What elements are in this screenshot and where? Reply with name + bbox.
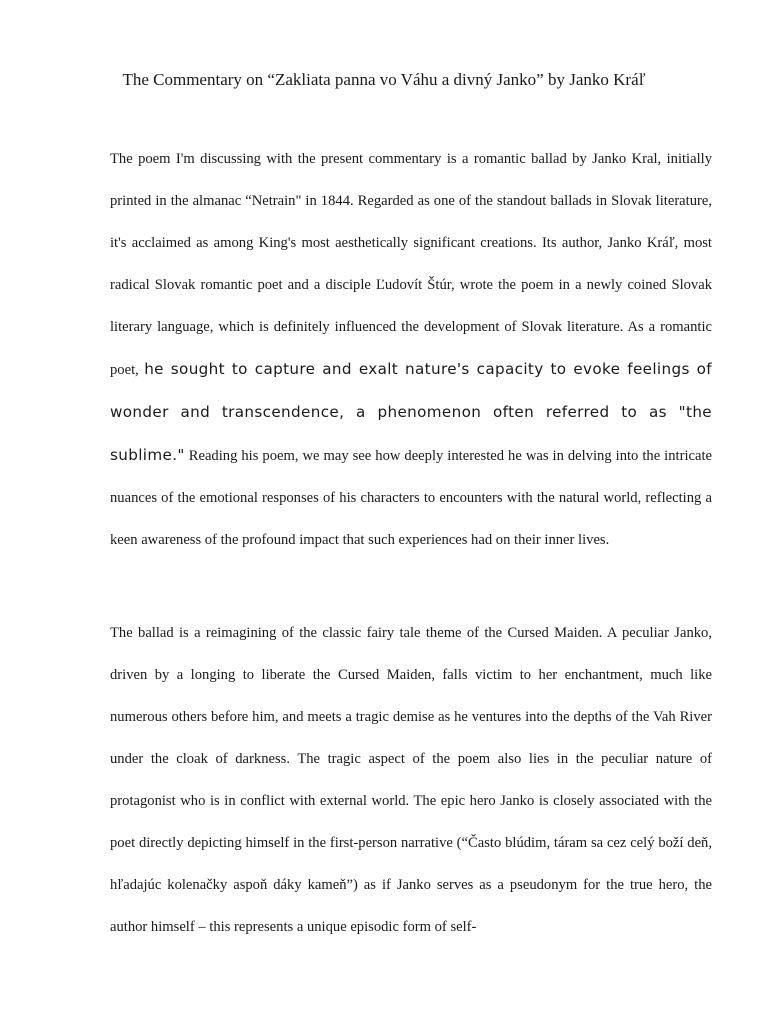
document-title: The Commentary on “Zakliata panna vo Váhu a divný Janko” by Janko Kráľ — [122, 70, 646, 89]
paragraph-1-text-end: Reading his poem, we may see how deeply interested he was in delving into the intricate nuances of the emotional responses of his characters to encounters with the natural world, reflecting a keen awareness of the profound impact that such experiences had on their inner lives. — [110, 448, 712, 548]
paragraph-1 — [110, 138, 712, 561]
paragraph-2: The ballad is a reimagining of the classic fairy tale theme of the Cursed Maiden. A peculiar Janko, driven by a longing to liberate the Cursed Maiden, falls victim to her enchantment, much like numerous others before him, and meets a tragic demise as he ventures into the depths of the Vah River under the cloak of darkness. The tragic aspect of the poem also lies in the peculiar nature of protagonist who is in conflict with external world. The epic hero Janko is closely associated with the poet directly depicting himself in the first-person narrative (“Často blúdim, táram sa cez celý boží deň, hľadajúc kolenačky aspoň dáky kameň”) as if Janko serves as a pseudonym for the true hero, the author himself – this represents a unique episodic form of self- — [110, 625, 712, 935]
paragraph-1-text-start: The poem I'm discussing with the present commentary is a romantic ballad by Janko Kral, initially printed in the almanac “Netrain" in 1844. Regarded as one of the standout ballads in Slovak literature, it's acclaimed as among King's most aesthetically significant creations. Its author, Janko Kráľ, most radical Slovak romantic poet and a disciple Ľudovít Štúr, wrote the poem in a newly coined Slovak literary language, which is definitely influenced the development of Slovak literature. As a romantic poet, — [110, 151, 712, 378]
paragraph-1-highlight-text: he sought to capture and exalt nature's capacity to evoke feelings of wonder and transcendence, a phenomenon often referred to as "the sublime." — [110, 360, 712, 464]
